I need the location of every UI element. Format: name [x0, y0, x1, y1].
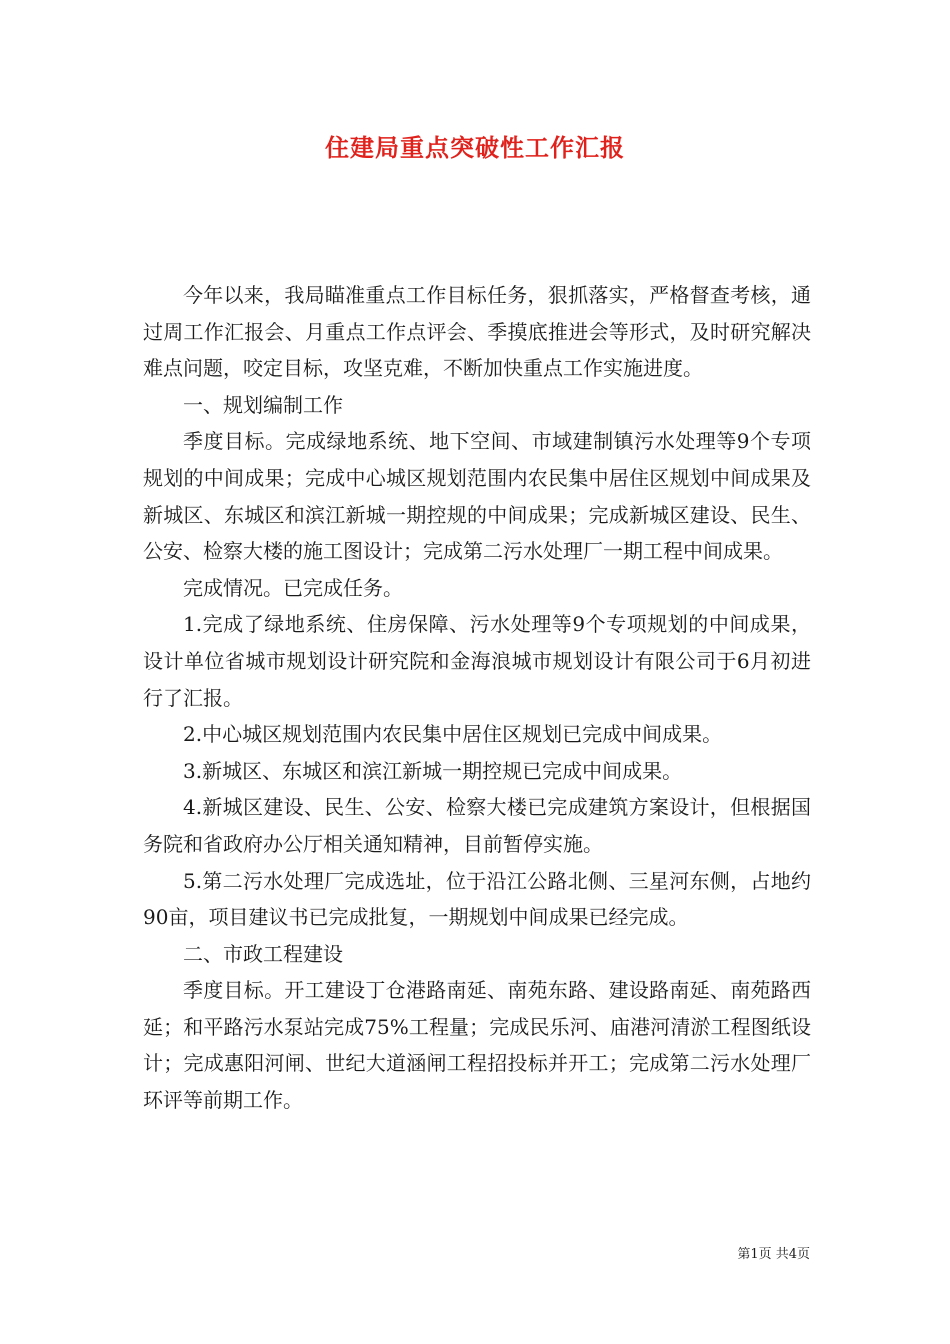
list-item-5: 5.第二污水处理厂完成选址，位于沿江公路北侧、三星河东侧，占地约90亩，项目建议书已完成批复，一期规划中间成果已经完成。	[143, 868, 811, 930]
document-body	[143, 277, 811, 1119]
document-title: 住建局重点突破性工作汇报	[325, 133, 625, 162]
list-item-3: 3.新城区、东城区和滨江新城一期控规已完成中间成果。	[183, 758, 683, 783]
list-item-1: 1.完成了绿地系统、住房保障、污水处理等9个专项规划的中间成果，设计单位省城市规划设计研究院和金海浪城市规划设计有限公司于6月初进行了汇报。	[143, 612, 811, 710]
paragraph-completion-status: 完成情况。已完成任务。	[183, 575, 403, 600]
paragraph-quarter-goal: 季度目标。完成绿地系统、地下空间、市域建制镇污水处理等9个专项规划的中间成果；完成中心城区规划范围内农民集中居住区规划中间成果及新城区、东城区和滨江新城一期控规的中间成果；完成新城区建设、民生、公安、检察大楼的施工图设计；完成第二污水处理厂一期工程中间成果。	[143, 429, 811, 564]
section-heading-planning: 一、规划编制工作	[183, 392, 343, 417]
list-item-4: 4.新城区建设、民生、公安、检察大楼已完成建筑方案设计，但根据国务院和省政府办公厅相关通知精神，目前暂停实施。	[143, 795, 811, 856]
page-number: 第1页 共4页	[737, 1247, 810, 1262]
paragraph-intro: 今年以来，我局瞄准重点工作目标任务，狠抓落实，严格督查考核，通过周工作汇报会、月重点工作点评会、季摸底推进会等形式，及时研究解决难点问题，咬定目标，攻坚克难，不断加快重点工作实施进度。	[143, 283, 811, 381]
section-heading-municipal: 二、市政工程建设	[183, 941, 343, 966]
list-item-2: 2.中心城区规划范围内农民集中居住区规划已完成中间成果。	[183, 722, 723, 747]
paragraph-municipal-goal: 季度目标。开工建设丁仓港路南延、南苑东路、建设路南延、南苑路西延；和平路污水泵站完成75%工程量；完成民乐河、庙港河清淤工程图纸设计；完成惠阳河闸、世纪大道涵闸工程招投标并开工；完成第二污水处理厂环评等前期工作。	[143, 978, 811, 1113]
